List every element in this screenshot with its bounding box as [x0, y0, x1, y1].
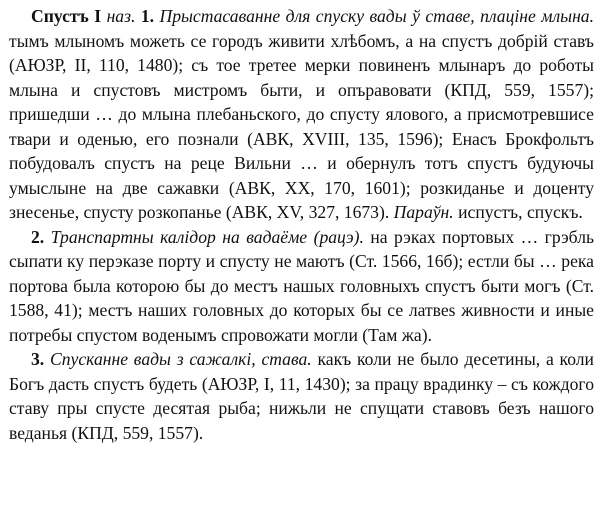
sense-definition: Прыстасаванне для спуску вады ў ставе, плаціне млына.: [159, 6, 595, 26]
cross-reference-label: Параўн.: [393, 202, 454, 222]
entry-sense-2: [9, 225, 594, 348]
sense-citations: какъ коли не было десетины, а коли Богъ дасть спустъ будеть (АЮЗР, I, 11, 1430); за працу врадинку – съ кождого ставу пры спусте десятая рыба; нижьли не спущати ставовъ безъ нашого веданья (КПД, 559, 1557).: [9, 349, 594, 443]
sense-number: 3.: [31, 349, 45, 369]
sense-citations: на рэках портовых … грэбль сыпати ку перэказе порту и спусту не маютъ (Ст. 1566, 16б); естли бы … река портова была которою бы до местъ нашых головныхъ спустъ быти могъ (Ст. 1588, 41); местъ наших головных до которых бы се латвеѕ живности и иные потребы спустом воденымъ спровожати могли (Там жа).: [9, 226, 594, 345]
sense-citations: тымъ млыномъ можеть се городъ живити хлѣбомъ, а на спустъ добрій ставъ (АЮЗР, II, 110, 1480); съ тое третее мерки повиненъ млынаръ до роботы млына и спустовъ мистромъ быти, и опъравовати (КПД, 559, 1557); пришедши … до млына плебаньского, до спусту ялового, а присмотревшисе твари и оденью, его познали (АВК, XVIII, 135, 1596); Енасъ Брокфольтъ побудовалъ спустъ на реце Вильни … и обернулъ тотъ спустъ будуючы умыслыне на две сажавки (АВК, XX, 170, 1601); розкиданье и доценту знесенье, спусту розкопанье (АВК, XV, 327, 1673).: [9, 30, 594, 222]
headword: Спустъ: [31, 6, 89, 26]
sense-number: 2.: [31, 226, 45, 247]
entry-sense-3: [9, 347, 594, 445]
part-of-speech: наз.: [106, 6, 136, 26]
sense-number: 1.: [140, 6, 155, 26]
homograph-number: I: [94, 6, 102, 26]
entry-sense-1: [9, 4, 594, 225]
sense-definition: Транспартны калідор на вадаёме (рацэ).: [50, 226, 364, 247]
sense-definition: Спусканне вады з сажалкі, става.: [50, 349, 312, 369]
cross-reference: испустъ, спускъ.: [458, 202, 583, 222]
